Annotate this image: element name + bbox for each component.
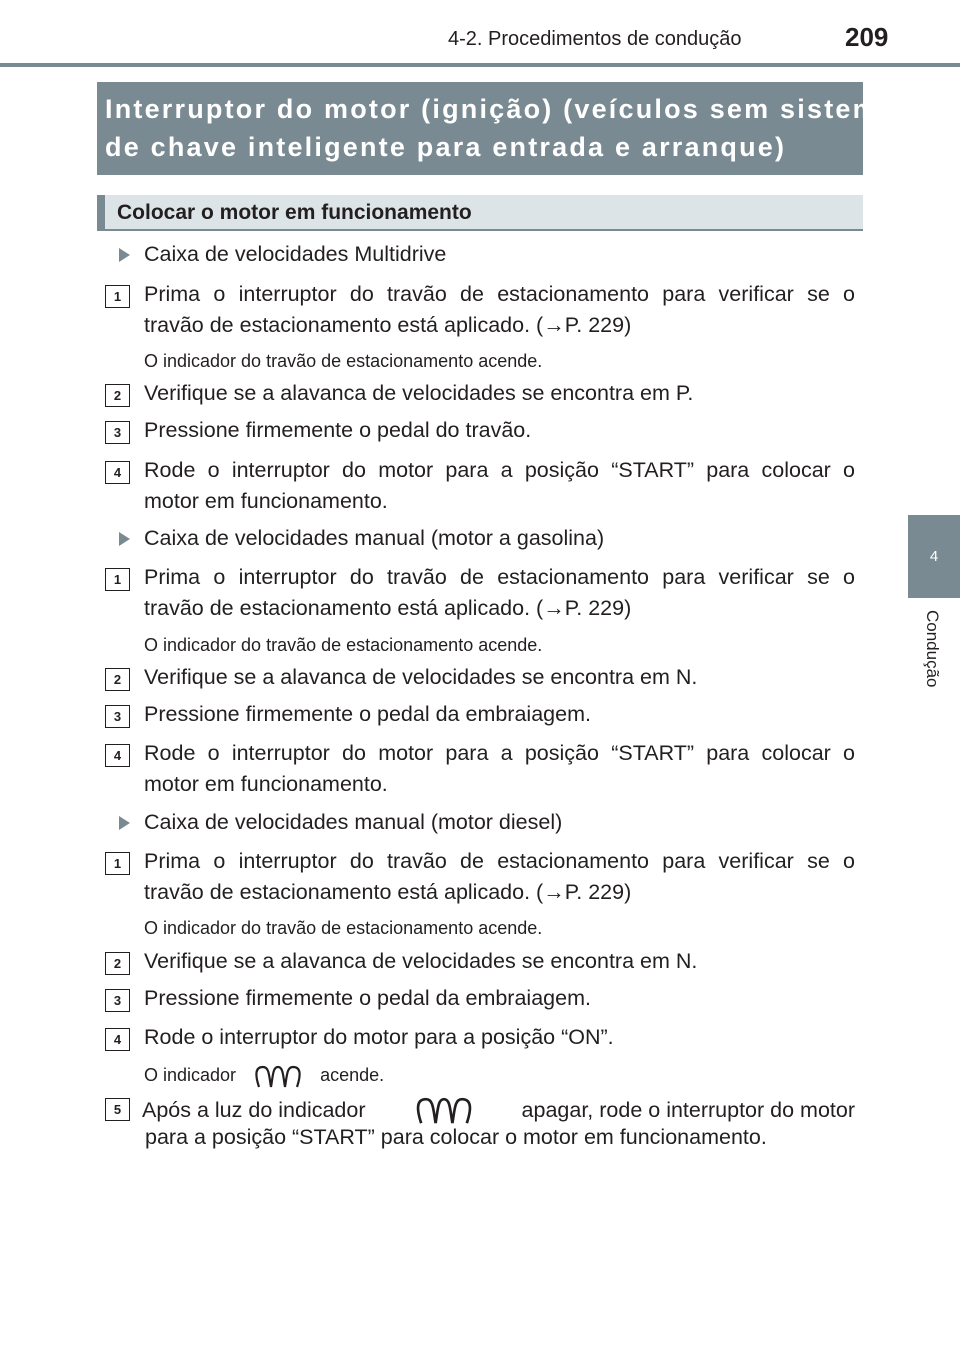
step-text: Verifique se a alavanca de velocidades se encontra em N. [144,949,698,973]
step-text: Rode o interruptor do motor para a posição “ON”. [144,1025,614,1049]
step-number-4: 4 [105,461,130,484]
step-text: para a posição “START” para colocar o motor em funcionamento. [145,1125,767,1149]
step-text: Prima o interruptor do travão de estacionamento para verificar se o [144,849,855,873]
step-number-1: 1 [105,852,130,875]
step-number-4: 4 [105,1028,130,1051]
heading-line-2: de chave inteligente para entrada e arranque) [105,132,787,162]
step-note: O indicador do travão de estacionamento acende. [144,918,543,938]
page-number: 209 [845,22,889,52]
step-text: motor em funcionamento. [144,772,388,796]
step-text-before-icon: Após a luz do indicador [142,1097,366,1122]
section-heading-box [97,82,897,175]
step-number-1: 1 [105,285,130,308]
step-text-after-icon: apagar, rode o interruptor do motor [521,1097,855,1122]
step-text: Verifique se a alavanca de velocidades se encontra em N. [144,665,698,689]
header-divider [0,63,960,67]
step-text: Prima o interruptor do travão de estacionamento para verificar se o [144,565,855,589]
chapter-tab [908,515,960,598]
step-number-3: 3 [105,989,130,1012]
step-text: Pressione firmemente o pedal do travão. [144,418,532,442]
step-note: O indicador do travão de estacionamento acende. [144,351,543,371]
step-number-3: 3 [105,421,130,444]
step-text: Pressione firmemente o pedal da embraiagem. [144,702,591,726]
section-title: 4-2. Procedimentos de condução [448,28,742,50]
step-text: travão de estacionamento está aplicado. (→P. 229) [144,596,632,620]
step-number-2: 2 [105,384,130,407]
step-text: Rode o interruptor do motor para a posição “START” para colocar o [144,458,855,482]
step-note [144,1063,384,1089]
note-text-before: O indicador [144,1064,237,1085]
step-note: O indicador do travão de estacionamento acende. [144,635,543,655]
chapter-number: 4 [929,548,939,565]
step-number-1: 1 [105,568,130,591]
step-number-3: 3 [105,705,130,728]
triangle-bullet-icon [119,532,130,546]
step-number-4: 4 [105,744,130,767]
note-text-after: acende. [320,1064,385,1085]
triangle-bullet-icon [119,816,130,830]
step-text: travão de estacionamento está aplicado. (→P. 229) [144,880,632,904]
glow-plug-indicator-icon [253,1063,303,1089]
step-text: travão de estacionamento está aplicado. (→P. 229) [144,313,632,337]
section-heading: Caixa de velocidades Multidrive [144,242,447,266]
step-text: Rode o interruptor do motor para a posição “START” para colocar o [144,741,855,765]
step-number-2: 2 [105,952,130,975]
glow-plug-indicator-icon [414,1094,474,1126]
step-number-2: 2 [105,668,130,691]
step-text [142,1094,855,1126]
chapter-label: Condução [923,610,942,688]
step-text: Prima o interruptor do travão de estacionamento para verificar se o [144,282,855,306]
section-heading: Caixa de velocidades manual (motor diesel) [144,810,563,834]
subheading-box [97,195,863,231]
step-text: motor em funcionamento. [144,489,388,513]
step-text: Verifique se a alavanca de velocidades se encontra em P. [144,381,694,405]
step-number-5: 5 [105,1098,130,1121]
triangle-bullet-icon [119,248,130,262]
heading-line-1: Interruptor do motor (ignição) (veículos sem sistema [105,94,897,124]
subheading-text: Colocar o motor em funcionamento [117,201,472,224]
section-heading: Caixa de velocidades manual (motor a gasolina) [144,526,605,550]
step-text: Pressione firmemente o pedal da embraiagem. [144,986,591,1010]
